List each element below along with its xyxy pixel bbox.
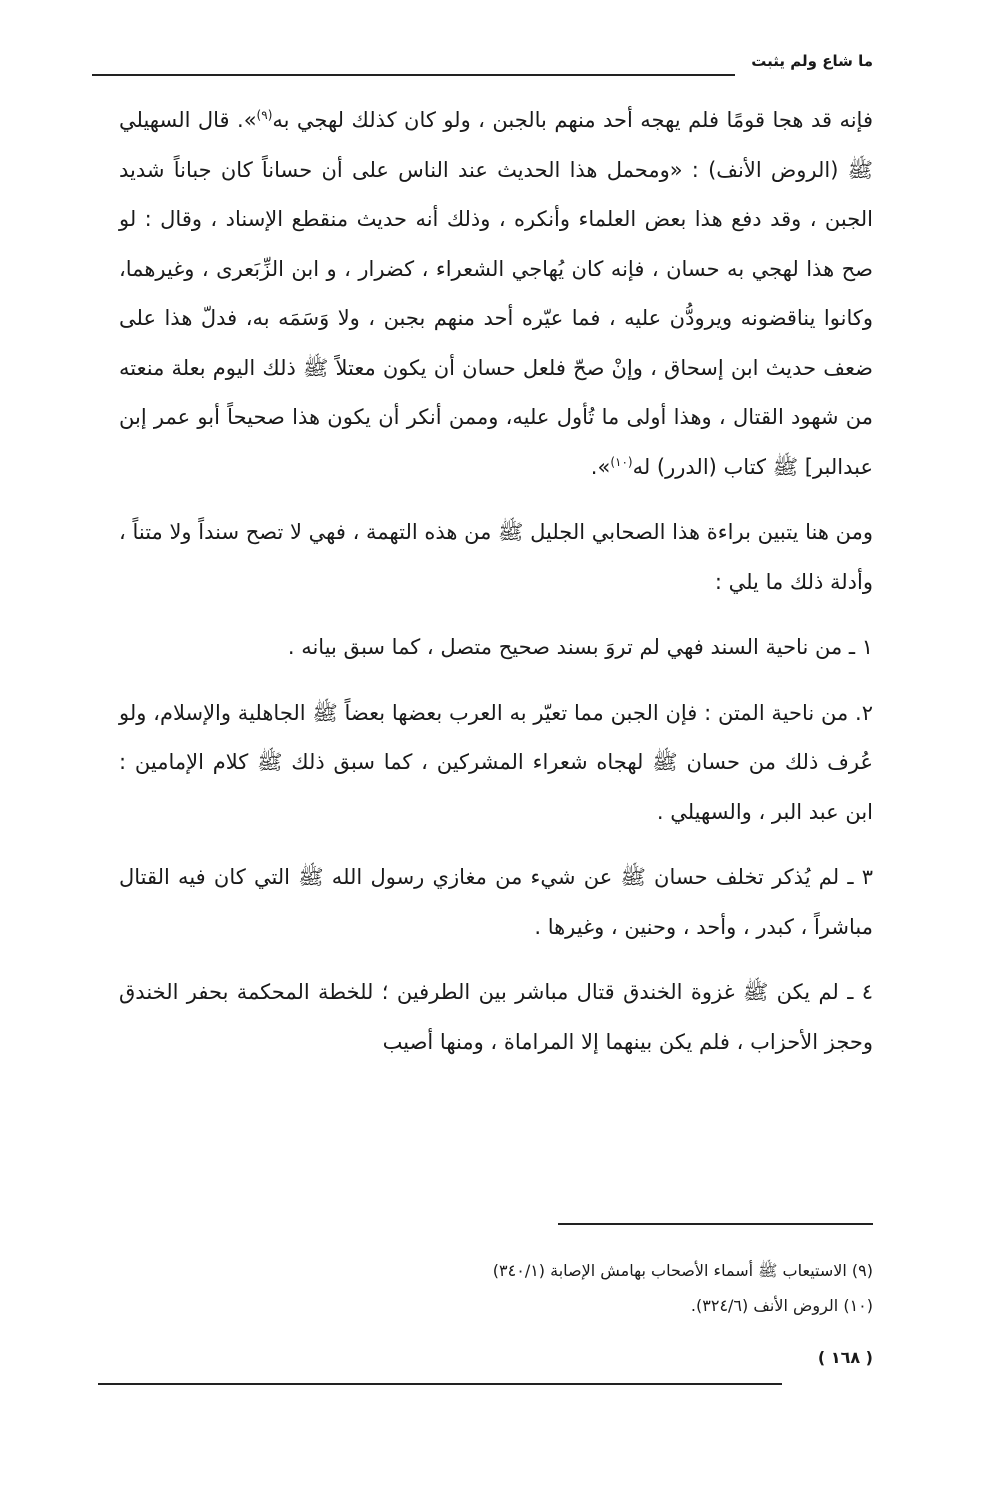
footnote-9: (٩) الاستيعاب ﷺ أسماء الأصحاب بهامش الإصابة (٣٤٠/١): [492, 1261, 873, 1280]
evidence-item-3: ٣ ـ لم يُذكر تخلف حسان ﷺ عن شيء من مغازي رسول الله ﷺ التي كان فيه القتال مباشراً ، كبدر ، وأحد ، وحنين ، وغيرها .: [119, 865, 873, 939]
footnote-reference: (٩): [256, 108, 273, 122]
paragraph-conclusion: ومن هنا يتبين براءة هذا الصحابي الجليل ﷺ من هذه التهمة ، فهي لا تصح سنداً ولا متناً ، وأدلة ذلك ما يلي :: [119, 520, 873, 594]
main-text: [119, 96, 873, 1067]
paragraph-continued-quote: [119, 96, 873, 492]
page-number: ( ١٦٨ ): [817, 1348, 873, 1367]
running-title: ما شاع ولم يثبت: [751, 52, 873, 70]
footer-rule: [98, 1383, 782, 1385]
evidence-item-4: ٤ ـ لم يكن ﷺ غزوة الخندق قتال مباشر بين الطرفين ؛ للخطة المحكمة بحفر الخندق وحجز الأحزاب ، فلم يكن بينهما إلا المراماة ، ومنها أصيب: [119, 980, 873, 1054]
footnotes: [119, 1253, 873, 1323]
evidence-item-1: ١ ـ من ناحية السند فهي لم تروَ بسند صحيح متصل ، كما سبق بيانه .: [287, 635, 873, 659]
footnote-reference: (١٠): [610, 454, 633, 469]
header-rule: [92, 74, 735, 76]
footnote-10: (١٠) الروض الأنف (٣٢٤/٦).: [690, 1296, 873, 1315]
paragraph-text: ».: [590, 454, 611, 479]
paragraph-text: ». قال السهيلي ﷺ (الروض الأنف) : «ومحمل هذا الحديث عند الناس على أن حساناً كان جباناً شديد الجبن ، وقد دفع هذا بعض العلماء وأنكره ، وذلك أنه حديث منقطع الإسناد ، وقال : لو صح هذا لهجي به حسان ، فإنه كان يُهاجي الشعراء ، كضرار ، و ابن الزِّبَعرى ، وغيرهما، وكانوا يناقضونه ويرودُّن عليه ، فما عيّره أحد منهم بجبن ، ولا وَسَمَه به، فدلّ هذا على ضعف حديث ابن إسحاق ، وإنْ صحّ فلعل حسان أن يكون معتلاً ﷺ ذلك اليوم بعلة منعته من شهود القتال ، وهذا أولى ما تُأول عليه، وممن أنكر أن يكون هذا صحيحاً أبو عمر إبن عبدالبر] ﷺ كتاب (الدرر) له: [119, 108, 873, 479]
evidence-item-2: ٢. من ناحية المتن : فإن الجبن مما تعيّر به العرب بعضها بعضاً ﷺ الجاهلية والإسلام، ولو عُرف ذلك من حسان ﷺ لهجاه شعراء المشركين ، كما سبق ذلك ﷺ كلام الإمامين : ابن عبد البر ، والسهيلي .: [119, 700, 873, 824]
footnote-separator: [558, 1223, 873, 1225]
paragraph-text: فإنه قد هجا قومًا فلم يهجه أحد منهم بالجبن ، ولو كان كذلك لهجي به: [272, 108, 873, 132]
